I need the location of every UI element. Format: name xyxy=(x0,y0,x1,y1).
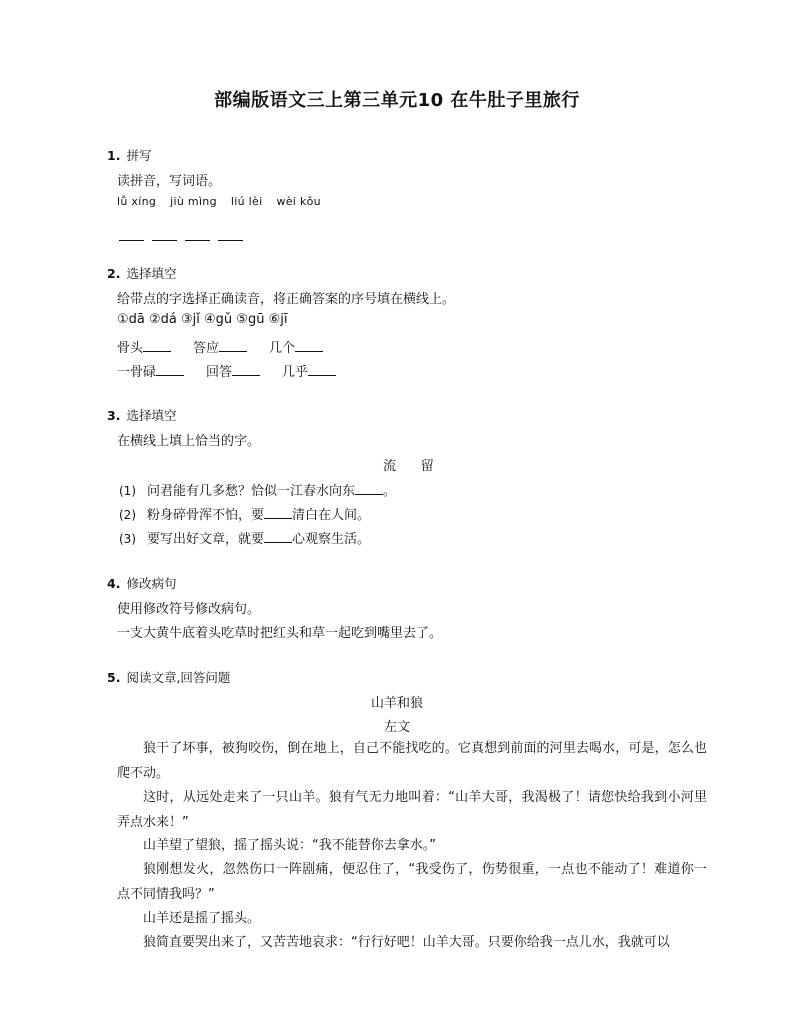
sub-question-label: (2) xyxy=(119,508,136,522)
pinyin-word: jiù mìng xyxy=(170,195,217,208)
question-number: 2. xyxy=(107,266,121,281)
story-paragraph: 山羊望了望狼，摇了摇头说：“我不能替你去拿水。” xyxy=(143,838,436,853)
word: 几乎 xyxy=(282,365,309,380)
question-2-instruction: 给带点的字选择正确读音，将正确答案的序号填在横线上。 xyxy=(117,292,456,307)
page-title: 部编版语文三上第三单元10 在牛肚子里旅行 xyxy=(214,90,580,111)
pinyin-row xyxy=(117,195,335,208)
sub-question-label: (3) xyxy=(119,532,136,546)
word: 骨头 xyxy=(117,341,144,356)
answer-blank[interactable] xyxy=(264,530,292,543)
question-type: 选择填空 xyxy=(126,408,177,423)
question-type: 修改病句 xyxy=(126,576,177,591)
answer-blank[interactable] xyxy=(264,506,292,519)
question-number: 3. xyxy=(107,408,121,423)
question-type: 阅读文章,回答问题 xyxy=(126,670,231,685)
story-paragraph: 狼刚想发火，忽然伤口一阵剧痛，便忍住了，“我受伤了，伤势很重，一点也不能动了！难道你一点不同情我吗？” xyxy=(117,862,707,902)
sub-question-text: 清白在人间。 xyxy=(292,508,371,523)
question-4-instruction: 使用修改符号修改病句。 xyxy=(117,602,261,617)
faulty-sentence: 一支大黄牛底着头吃草时把红头和草一起吃到嘴里去了。 xyxy=(117,626,443,641)
sub-question xyxy=(119,480,396,499)
reading-options: ①dā ②dá ③jǐ ④gǔ ⑤gū ⑥jī xyxy=(117,312,288,327)
answer-blank[interactable] xyxy=(355,482,383,495)
word: 回答 xyxy=(206,365,233,380)
question-3-instruction: 在横线上填上恰当的字。 xyxy=(117,434,261,449)
question-type: 拼写 xyxy=(126,148,152,163)
fill-row-1 xyxy=(117,337,345,356)
question-2-header xyxy=(107,264,176,282)
word: 几个 xyxy=(269,341,296,356)
story-paragraph: 狼干了坏事，被狗咬伤，倒在地上，自己不能找吃的。它真想到前面的河里去喝水，可是，怎么也爬不动。 xyxy=(117,741,707,781)
question-4-header xyxy=(107,574,176,592)
sub-question xyxy=(119,504,370,523)
word: 答应 xyxy=(193,341,220,356)
answer-blank[interactable] xyxy=(119,239,144,241)
sub-question-text: 粉身碎骨浑不怕，要 xyxy=(147,508,265,523)
sub-question-text: 。 xyxy=(383,484,397,499)
answer-blank[interactable] xyxy=(219,339,247,352)
sub-question xyxy=(119,528,370,547)
answer-blank[interactable] xyxy=(232,363,260,376)
answer-blank[interactable] xyxy=(156,363,184,376)
answer-blanks xyxy=(119,229,251,248)
story-paragraph: 狼简直要哭出来了，又苦苦地哀求：“行行好吧！山羊大哥。只要你给我一点儿水，我就可以 xyxy=(143,935,670,950)
question-5-header xyxy=(107,668,230,686)
answer-blank[interactable] xyxy=(143,339,171,352)
story-paragraph: 这时，从远处走来了一只山羊。狼有气无力地叫着：“山羊大哥，我渴极了！请您快给我到小河里弄点水来！” xyxy=(117,790,707,830)
sub-question-text: 心观察生活。 xyxy=(292,532,371,547)
answer-blank[interactable] xyxy=(295,339,323,352)
answer-blank[interactable] xyxy=(152,239,177,241)
question-type: 选择填空 xyxy=(126,266,177,281)
answer-blank[interactable] xyxy=(308,363,336,376)
answer-blank[interactable] xyxy=(185,239,210,241)
question-1-instruction: 读拼音，写词语。 xyxy=(117,174,222,189)
question-number: 4. xyxy=(107,576,121,591)
sub-question-label: (1) xyxy=(119,484,136,498)
question-1-header xyxy=(107,146,151,164)
sub-question-text: 要写出好文章，就要 xyxy=(147,532,265,547)
fill-row-2 xyxy=(117,361,358,380)
pinyin-word: liú lèi xyxy=(230,195,263,208)
story-author: 左文 xyxy=(383,720,410,735)
pinyin-word: lǚ xíng xyxy=(117,195,157,208)
story-paragraph: 山羊还是摇了摇头。 xyxy=(143,911,261,926)
choice-characters: 流 留 xyxy=(383,459,434,474)
question-number: 1. xyxy=(107,148,121,163)
word: 一骨碌 xyxy=(117,365,157,380)
question-3-header xyxy=(107,406,176,424)
sub-question-text: 问君能有几多愁？恰似一江春水向东 xyxy=(147,484,356,499)
story-title: 山羊和狼 xyxy=(370,696,423,711)
pinyin-word: wèi kǒu xyxy=(276,195,321,208)
answer-blank[interactable] xyxy=(218,239,243,241)
question-number: 5. xyxy=(107,670,121,685)
